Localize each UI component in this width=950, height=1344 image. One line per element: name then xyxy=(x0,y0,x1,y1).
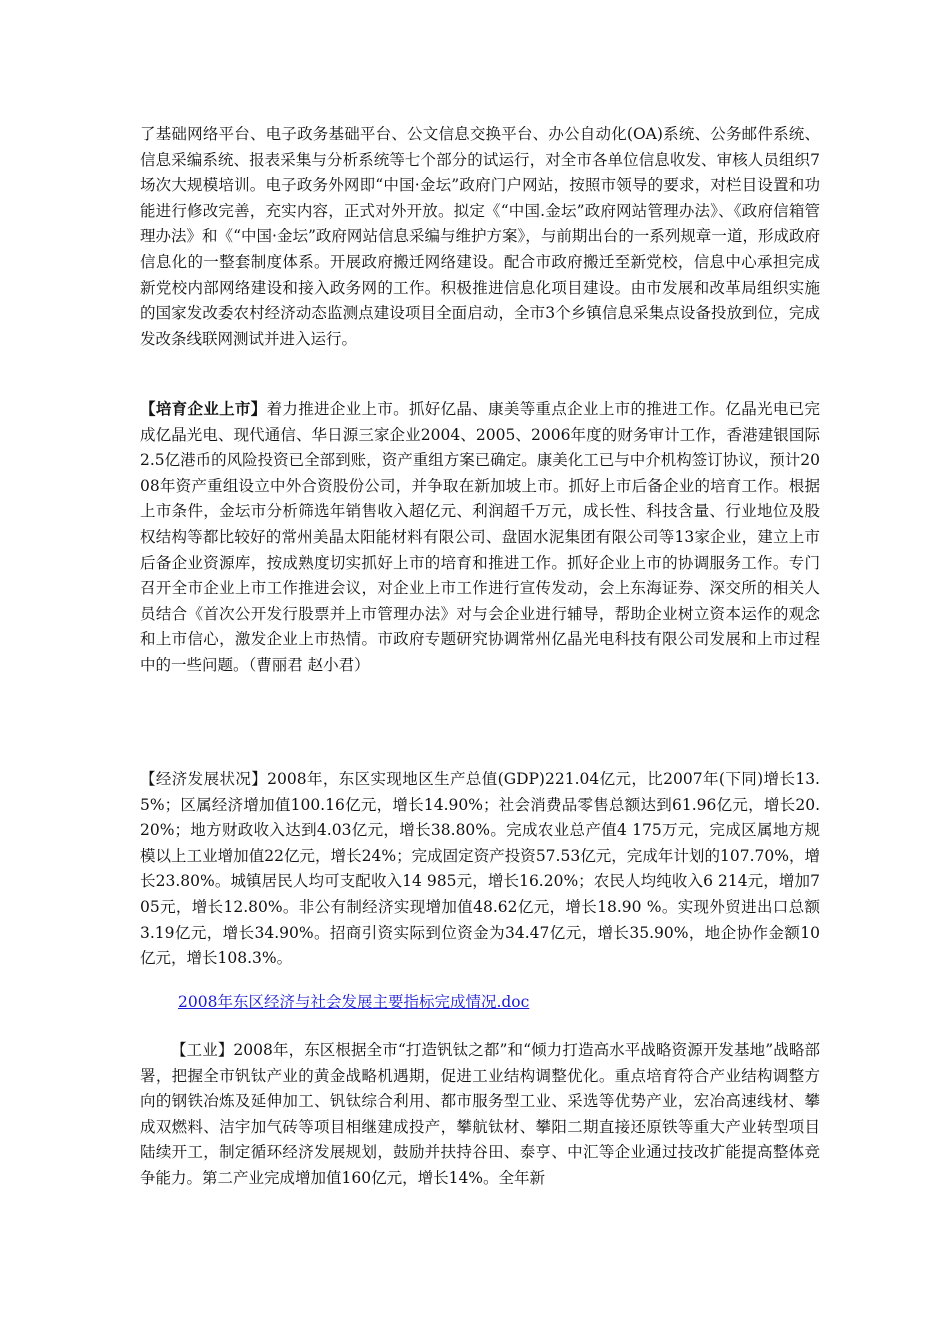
paragraph-economic-status: 【经济发展状况】2008年，东区实现地区生产总值(GDP)221.04亿元，比2007年(下同)增长13.5%；区属经济增加值100.16亿元，增长14.90%；社会消费品零售总额达到61.96亿元，增长20.20%；地方财政收入达到4.03亿元，增长38.80%。完成农业总产值4 175万元，完成区属地方规模以上工业增加值22亿元，增长24%；完成固定资产投资57.53亿元，完成年计划的107.70%，增长23.80%。城镇居民人均可支配收入14 985元，增长16.20%；农民人均纯收入6 214元，增加705元，增长12.80%。非公有制经济实现增加值48.62亿元，增长18.90 %。实现外贸进出口总额3.19亿元，增长34.90%。招商引资实际到位资金为34.47亿元，增长35.90%，地企协作金额10亿元，增长108.3%。 xyxy=(140,770,820,968)
paragraph-egov-network: 了基础网络平台、电子政务基础平台、公文信息交换平台、办公自动化(OA)系统、公务邮件系统、信息采编系统、报表采集与分析系统等七个部分的试运行，对全市各单位信息收发、审核人员组织7场次大规模培训。电子政务外网即“中国·金坛”政府门户网站，按照市领导的要求，对栏目设置和功能进行修改完善，充实内容，正式对外开放。拟定《“中国.金坛”政府网站管理办法》、《政府信箱管理办法》和《“中国·金坛”政府网站信息采编与维护方案》，与前期出台的一系列规章一道，形成政府信息化的一整套制度体系。开展政府搬迁网络建设。配合市政府搬迁至新党校，信息中心承担完成新党校内部网络建设和接入政务网的工作。积极推进信息化项目建设。由市发展和改革局组织实施的国家发改委农村经济动态监测点建设项目全面启动，全市3个乡镇信息采集点设备投放到位，完成发改条线联网测试并进入运行。 xyxy=(140,125,820,348)
doc-link-container xyxy=(178,990,818,1015)
paragraph-enterprise-listing xyxy=(140,396,820,679)
paragraph-industry: 【工业】2008年，东区根据全市“打造钒钛之都”和“倾力打造高水平战略资源开发基地”战略部署，把握全市钒钛产业的黄金战略机遇期，促进工业结构调整优化。重点培育符合产业结构调整方向的钢铁冶炼及延伸加工、钒钛综合利用、都市服务型工业、采选等优势产业，宏冶高速线材、攀成双燃料、洁宇加气砖等项目相继建成投产，攀航钛材、攀阳二期直接还原铁等重大产业转型项目陆续开工，制定循环经济发展规划，鼓励并扶持谷田、泰亨、中汇等企业通过技改扩能提高整体竞争能力。第二产业完成增加值160亿元，增长14%。全年新 xyxy=(140,1041,820,1187)
paragraph-enterprise-listing-body: 着力推进企业上市。抓好亿晶、康美等重点企业上市的推进工作。亿晶光电已完成亿晶光电、现代通信、华日源三家企业2004、2005、2006年度的财务审计工作，香港建银国际2.5亿港币的风险投资已全部到账，资产重组方案已确定。康美化工已与中介机构签订协议，预计2008年资产重组设立中外合资股份公司，并争取在新加坡上市。抓好上市后备企业的培育工作。根据上市条件，金坛市分析筛选年销售收入超亿元、利润超千万元，成长性、科技含量、行业地位及股权结构等都比较好的常州美晶太阳能材料有限公司、盘固水泥集团有限公司等13家企业，建立上市后备企业资源库，按成熟度切实抓好上市的培育和推进工作。抓好企业上市的协调服务工作。专门召开全市企业上市工作推进会议，对企业上市工作进行宣传发动，会上东海证券、深交所的相关人员结合《首次公开发行股票并上市管理办法》对与会企业进行辅导，帮助企业树立资本运作的观念和上市信心，激发企业上市热情。市政府专题研究协调常州亿晶光电科技有限公司发展和上市过程中的一些问题。（曹丽君 赵小君） xyxy=(140,400,820,674)
doc-attachment-link[interactable]: 2008年东区经济与社会发展主要指标完成情况.doc xyxy=(178,993,530,1011)
section-heading-enterprise-listing: 【培育企业上市】 xyxy=(140,399,267,418)
